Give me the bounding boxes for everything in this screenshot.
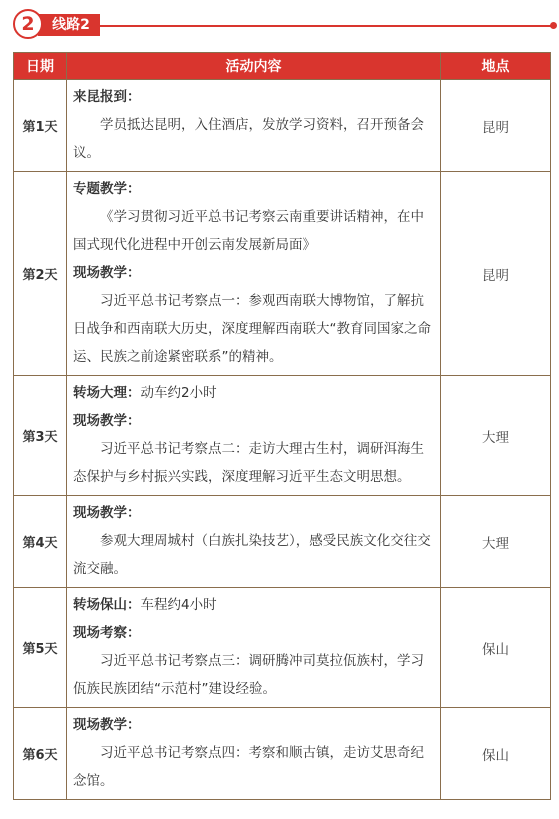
- activity-label: 专题教学：: [73, 181, 141, 197]
- activity-detail: 车程约4小时: [140, 597, 217, 613]
- activity-label: 现场教学：: [73, 265, 141, 281]
- location-cell: 昆明: [441, 172, 551, 376]
- activity-content-cell: [67, 80, 441, 172]
- location-cell: 大理: [441, 496, 551, 588]
- activity-label: 现场教学：: [73, 717, 141, 733]
- activity-detail: 动车约2小时: [140, 385, 217, 401]
- day-cell: 第2天: [14, 172, 67, 376]
- table-row: [14, 172, 551, 376]
- column-header-location: 地点: [441, 53, 551, 80]
- location-cell: 大理: [441, 376, 551, 496]
- activity-description: 学员抵达昆明，入住酒店，发放学习资料，召开预备会议。: [73, 117, 424, 161]
- activity-line: [73, 379, 434, 407]
- activity-line: [73, 83, 434, 111]
- activity-line: [73, 499, 434, 527]
- table-row: [14, 80, 551, 172]
- activity-description: 习近平总书记考察点一：参观西南联大博物馆，了解抗日战争和西南联大历史，深度理解西南联大“教育同国家之命运、民族之前途紧密联系”的精神。: [73, 293, 431, 365]
- table-row: [14, 376, 551, 496]
- activity-description: 习近平总书记考察点三：调研腾冲司莫拉佤族村，学习佤族民族团结“示范村”建设经验。: [73, 653, 424, 697]
- activity-label: 现场教学：: [73, 505, 141, 521]
- activity-line: [73, 591, 434, 619]
- activity-description: 《学习贯彻习近平总书记考察云南重要讲话精神，在中国式现代化进程中开创云南发展新局面》: [73, 209, 424, 253]
- location-cell: 保山: [441, 708, 551, 800]
- header-divider-line: [96, 25, 555, 27]
- day-cell: 第4天: [14, 496, 67, 588]
- route-title: 线路2: [38, 14, 100, 36]
- activity-content-cell: [67, 376, 441, 496]
- table-row: [14, 708, 551, 800]
- activity-content-cell: [67, 708, 441, 800]
- table-row: [14, 588, 551, 708]
- activity-description: 习近平总书记考察点二：走访大理古生村，调研洱海生态保护与乡村振兴实践，深度理解习近平生态文明思想。: [73, 441, 424, 485]
- activity-content-cell: [67, 588, 441, 708]
- header-line-end-dot: [550, 22, 557, 29]
- route-header: [0, 0, 559, 52]
- column-header-content: 活动内容: [67, 53, 441, 80]
- activity-label: 来昆报到：: [73, 89, 141, 105]
- activity-label: 转场大理：: [73, 385, 141, 401]
- activity-line: [73, 711, 434, 739]
- table-row: [14, 496, 551, 588]
- activity-line: [73, 259, 434, 287]
- location-cell: 保山: [441, 588, 551, 708]
- itinerary-table: [13, 52, 551, 800]
- location-cell: 昆明: [441, 80, 551, 172]
- activity-line: [73, 619, 434, 647]
- day-cell: 第1天: [14, 80, 67, 172]
- table-header-row: [14, 53, 551, 80]
- activity-content-cell: [67, 172, 441, 376]
- activity-label: 现场教学：: [73, 413, 141, 429]
- activity-line: [73, 407, 434, 435]
- day-cell: 第3天: [14, 376, 67, 496]
- activity-description: 习近平总书记考察点四：考察和顺古镇，走访艾思奇纪念馆。: [73, 745, 424, 789]
- activity-line: [73, 175, 434, 203]
- day-cell: 第6天: [14, 708, 67, 800]
- activity-label: 现场考察：: [73, 625, 141, 641]
- day-cell: 第5天: [14, 588, 67, 708]
- activity-content-cell: [67, 496, 441, 588]
- column-header-date: 日期: [14, 53, 67, 80]
- route-number-badge: 2: [13, 9, 43, 39]
- activity-label: 转场保山：: [73, 597, 141, 613]
- activity-description: 参观大理周城村（白族扎染技艺），感受民族文化交往交流交融。: [73, 533, 431, 577]
